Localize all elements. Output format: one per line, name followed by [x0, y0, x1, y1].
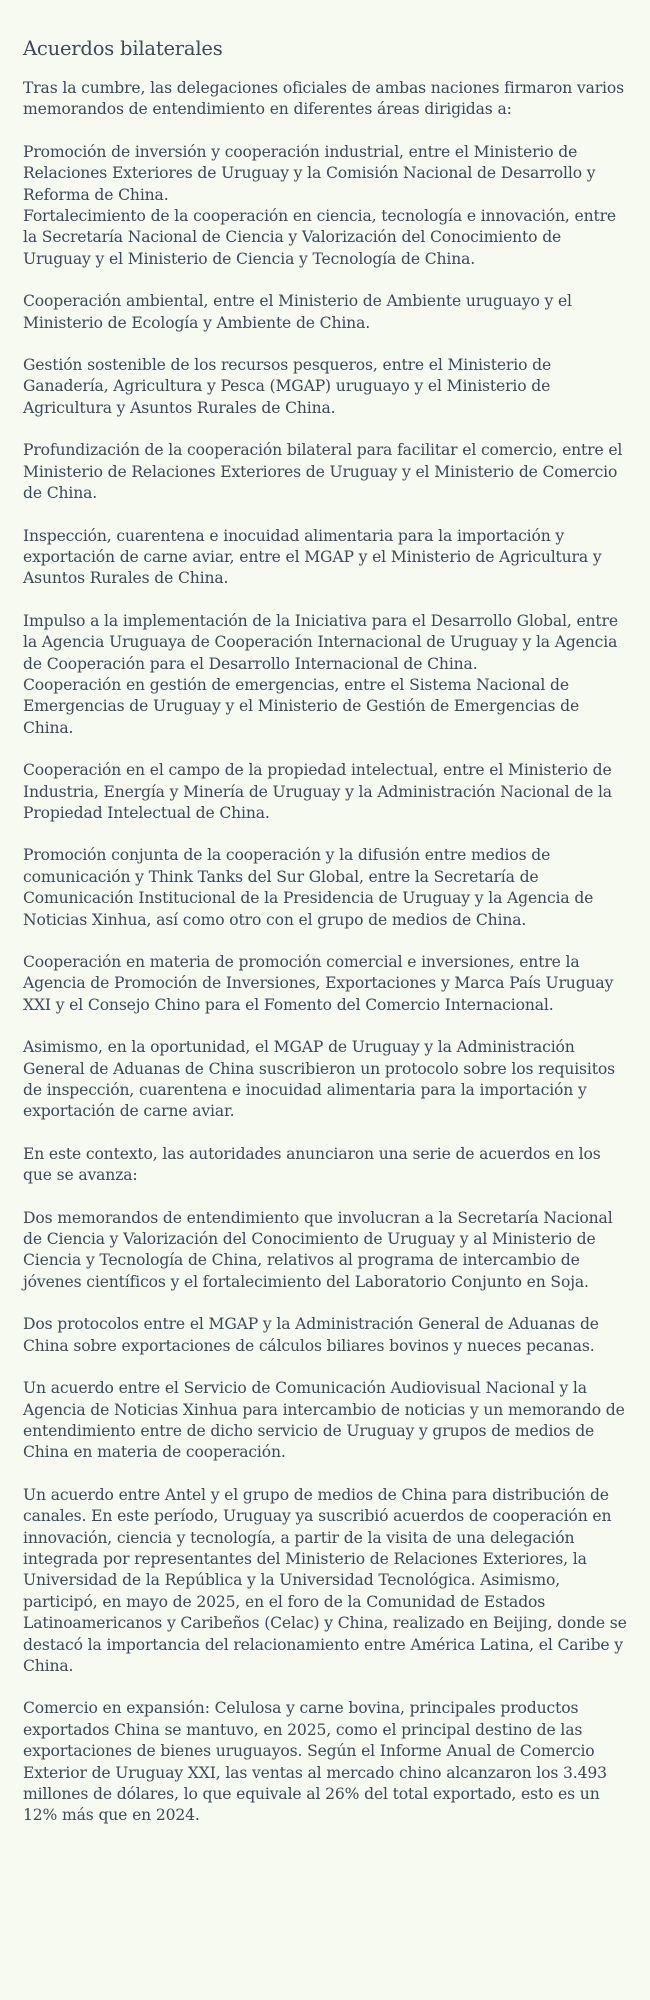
paragraph-line: Cooperación en gestión de emergencias, entre el Sistema Nacional de Emergencias de Uruguay y el Ministerio de Gestión de Emergencias de China. [23, 675, 580, 737]
article-paragraph [23, 1314, 628, 1357]
article-paragraph [23, 760, 628, 824]
paragraph-line: Gestión sostenible de los recursos pesqueros, entre el Ministerio de Ganadería, Agricultura y Pesca (MGAP) uruguayo y el Ministerio de Agricultura y Asuntos Rurales de China. [23, 356, 552, 417]
article-paragraph [23, 1698, 628, 1826]
paragraph-line: Dos protocolos entre el MGAP y la Administración General de Aduanas de China sobre exportaciones de cálculos biliares bovinos y nueces pecanas. [23, 1315, 599, 1355]
article-paragraph [23, 526, 628, 590]
article-paragraph [23, 142, 628, 270]
paragraph-line: Profundización de la cooperación bilateral para facilitar el comercio, entre el Ministerio de Relaciones Exteriores de Uruguay y el Ministerio de Comercio de China. [23, 441, 623, 503]
article-paragraph [23, 355, 628, 419]
article-paragraph [23, 1485, 628, 1678]
paragraph-line: Un acuerdo entre Antel y el grupo de medios de China para distribución de canales. En este período, Uruguay ya suscribió acuerdos de cooperación en innovación, ciencia y tecnología, a partir de la visita de una delegación integrada por representantes del Ministerio de Relaciones Exteriores, la Universidad de la República y la Universidad Tecnológica. Asimismo, participó, en mayo de 2025, en el foro de la Comunidad de Estados Latinoamericanos y Caribeños (Celac) y China, realizado en Beijing, donde se destacó la importancia del relacionamiento entre América Latina, el Caribe y China. [23, 1485, 627, 1675]
article-paragraph [23, 291, 628, 334]
paragraph-line: Asimismo, en la oportunidad, el MGAP de Uruguay y la Administración General de Aduanas de China suscribieron un protocolo sobre los requisitos de inspección, cuarentena e inocuidad alimentaria para la importación y exportación de carne aviar. [23, 1038, 615, 1121]
paragraph-line: Cooperación ambiental, entre el Ministerio de Ambiente uruguayo y el Ministerio de Ecología y Ambiente de China. [23, 292, 572, 332]
paragraph-line: En este contexto, las autoridades anunciaron una serie de acuerdos en los que se avanza: [23, 1144, 601, 1185]
article-paragraph [23, 845, 628, 931]
paragraph-line: Inspección, cuarentena e inocuidad alimentaria para la importación y exportación de carne aviar, entre el MGAP y el Ministerio de Agricultura y Asuntos Rurales de China. [23, 526, 602, 588]
article-body [23, 78, 628, 1827]
article-paragraph [23, 78, 628, 121]
paragraph-line: Fortalecimiento de la cooperación en ciencia, tecnología e innovación, entre la Secretaría Nacional de Ciencia y Valorización del Conocimiento de Uruguay y el Ministerio de Ciencia y Tecnología de China. [23, 207, 617, 268]
paragraph-line: Cooperación en materia de promoción comercial e inversiones, entre la Agencia de Promoción de Inversiones, Exportaciones y Marca País Uruguay XXI y el Consejo Chino para el Fomento del Comercio Internacional. [23, 953, 614, 1014]
paragraph-line: Dos memorandos de entendimiento que involucran a la Secretaría Nacional de Ciencia y Valorización del Conocimiento de Uruguay y al Ministerio de Ciencia y Tecnología de China, relativos al programa de intercambio de jóvenes científicos y el fortalecimiento del Laboratorio Conjunto en Soja. [23, 1208, 613, 1291]
paragraph-line: Comercio en expansión: Celulosa y carne bovina, principales productos exportados China se mantuvo, en 2025, como el principal destino de las exportaciones de bienes uruguayos. Según el Informe Anual de Comercio Exterior de Uruguay XXI, las ventas al mercado chino alcanzaron los 3.493 millones de dólares, lo que equivale al 26% del total exportado, esto es un 12% más que en 2024. [23, 1699, 607, 1825]
article-paragraph [23, 611, 628, 739]
article-paragraph [23, 1208, 628, 1294]
article-title: Acuerdos bilaterales [23, 37, 223, 60]
paragraph-line: Cooperación en el campo de la propiedad intelectual, entre el Ministerio de Industria, Energía y Minería de Uruguay y la Administración Nacional de la Propiedad Intelectual de China. [23, 761, 612, 822]
paragraph-line: Tras la cumbre, las delegaciones oficiales de ambas naciones firmaron varios memorandos de entendimiento en diferentes áreas dirigidas a: [23, 79, 624, 119]
paragraph-line: Un acuerdo entre el Servicio de Comunicación Audiovisual Nacional y la Agencia de Noticias Xinhua para intercambio de noticias y un memorando de entendimiento entre de dicho servicio de Uruguay y grupos de medios de China en materia de cooperación. [23, 1379, 625, 1462]
article-paragraph [23, 1378, 628, 1464]
article-paragraph [23, 1037, 628, 1123]
paragraph-line: Impulso a la implementación de la Iniciativa para el Desarrollo Global, entre la Agencia Uruguaya de Cooperación Internacional de Uruguay y la Agencia de Cooperación para el Desarrollo Internacional de China. [23, 611, 618, 673]
article-paragraph [23, 1144, 628, 1187]
paragraph-line: Promoción conjunta de la cooperación y la difusión entre medios de comunicación y Think Tanks del Sur Global, entre la Secretaría de Comunicación Institucional de la Presidencia de Uruguay y la Agencia de Noticias Xinhua, así como otro con el grupo de medios de China. [23, 846, 594, 929]
paragraph-line: Promoción de inversión y cooperación industrial, entre el Ministerio de Relaciones Exteriores de Uruguay y la Comisión Nacional de Desarrollo y Reforma de China. [23, 142, 596, 204]
article-paragraph [23, 952, 628, 1016]
article-paragraph [23, 440, 628, 504]
